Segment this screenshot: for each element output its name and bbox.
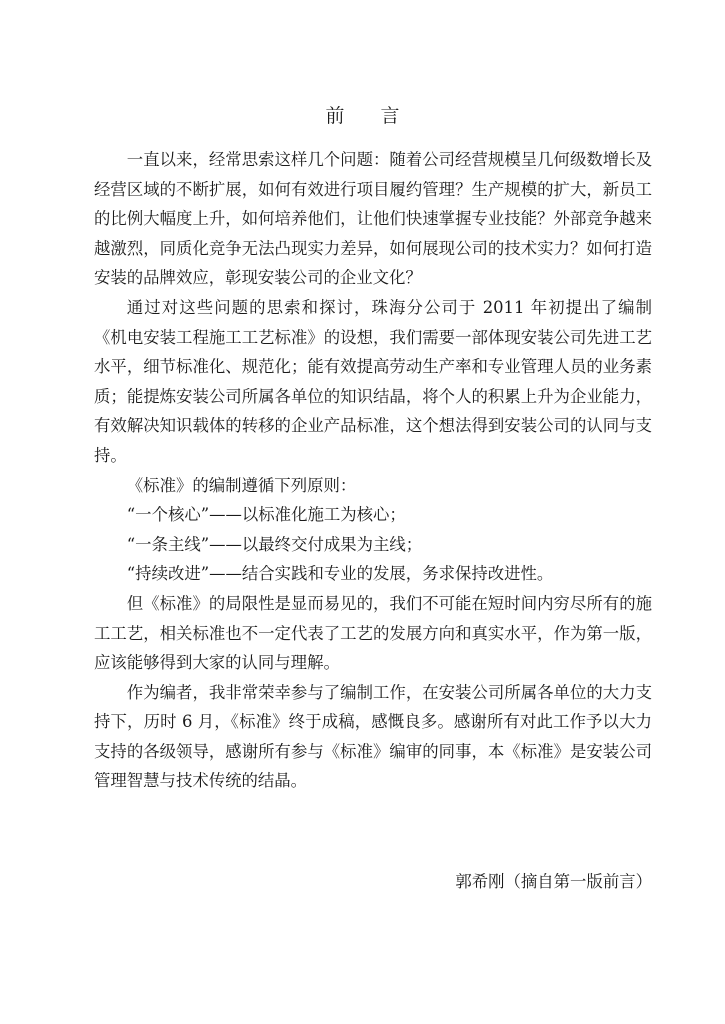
principle-item-mainline: “一条主线”——以最终交付成果为主线； [126, 534, 423, 554]
preface-body [94, 145, 652, 796]
principle-item-improvement: “持续改进”——结合实践和专业的发展，务求保持改进性。 [126, 564, 554, 584]
paragraph-acknowledgements: 作为编者，我非常荣幸参与了编制工作，在安装公司所属各单位的大力支持下，历时 6 月，《标准》终于成稿，感慨良多。感谢所有对此工作予以大力支持的各级领导，感谢所有参与《标准》编审的同事，本《标准》是安装公司管理智慧与技术传统的结晶。 [94, 682, 652, 791]
paragraph-limitations: 但《标准》的局限性是显而易见的，我们不可能在短时间内穷尽所有的施工工艺，相关标准也不一定代表了工艺的发展方向和真实水平，作为第一版，应该能够得到大家的认同与理解。 [94, 593, 652, 673]
title-part-1: 前 [325, 105, 345, 127]
paragraph-background: 通过对这些问题的思索和探讨，珠海分公司于 2011 年初提出了编制《机电安装工程施工工艺标准》的设想，我们需要一部体现安装公司先进工艺水平，细节标准化、规范化；能有效提高劳动生产率和专业管理人员的业务素质；能提炼安装公司所属各单位的知识结晶，将个人的积累上升为企业能力，有效解决知识载体的转移的企业产品标准，这个想法得到安装公司的认同与支持。 [94, 297, 652, 465]
paragraph-principles-heading: 《标准》的编制遵循下列原则： [126, 475, 357, 495]
paragraph-intro: 一直以来，经常思索这样几个问题：随着公司经营规模呈几何级数增长及经营区域的不断扩展，如何有效进行项目履约管理？生产规模的扩大，新员工的比例大幅度上升，如何培养他们，让他们快速掌握专业技能？外部竞争越来越激烈，同质化竞争无法凸现实力差异，如何展现公司的技术实力？如何打造安装的品牌效应，彰现安装公司的企业文化？ [94, 150, 652, 288]
author-signature: 郭希刚（摘自第一版前言） [455, 872, 652, 891]
principle-item-core: “一个核心”——以标准化施工为核心； [126, 505, 406, 525]
title-part-2: 言 [380, 105, 400, 127]
page-title [0, 101, 725, 128]
